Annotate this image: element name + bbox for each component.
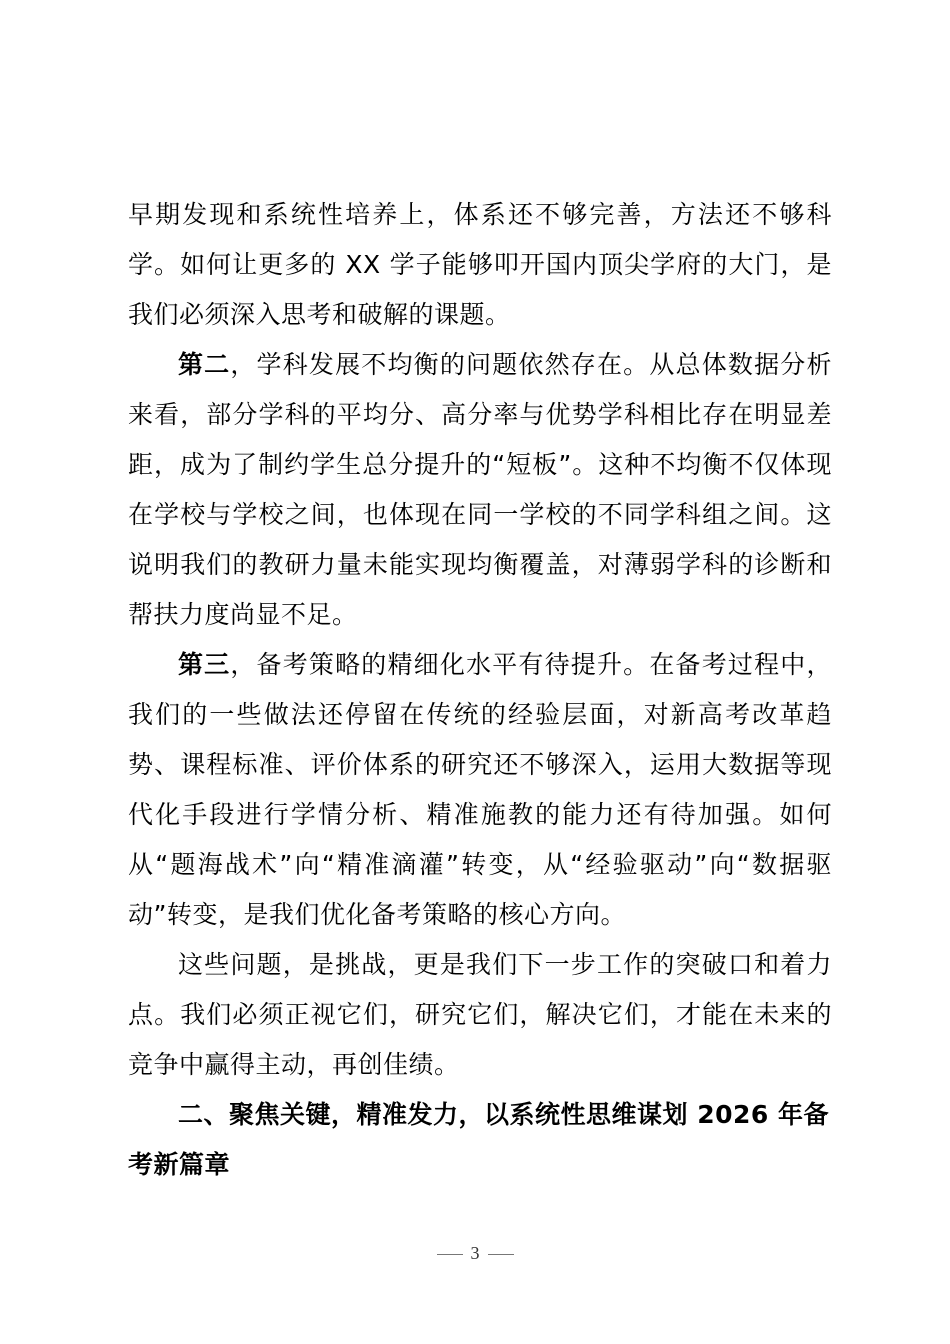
dash-decoration <box>437 1254 463 1255</box>
page-footer <box>0 1243 950 1264</box>
paragraph-third-point <box>128 640 832 940</box>
paragraph-body: ，学科发展不均衡的问题依然存在。从总体数据分析来看，部分学科的平均分、高分率与优势学科相比存在明显差距，成为了制约学生总分提升的“短板”。这种不均衡不仅体现在学校与学校之间，也体现在同一学校的不同学科组之间。这说明我们的教研力量未能实现均衡覆盖，对薄弱学科的诊断和帮扶力度尚显不足。 <box>128 350 832 629</box>
paragraph-lead-bold: 第二 <box>178 350 231 379</box>
paragraph-lead-bold: 第三 <box>178 650 231 679</box>
paragraph-body: ，备考策略的精细化水平有待提升。在备考过程中，我们的一些做法还停留在传统的经验层面，对新高考改革趋势、课程标准、评价体系的研究还不够深入，运用大数据等现代化手段进行学情分析、精准施教的能力还有待加强。如何从“题海战术”向“精准滴灌”转变，从“经验驱动”向“数据驱动”转变，是我们优化备考策略的核心方向。 <box>128 650 832 929</box>
dash-decoration <box>488 1254 514 1255</box>
document-page <box>128 190 832 1190</box>
paragraph-continuation: 早期发现和系统性培养上，体系还不够完善，方法还不够科学。如何让更多的 XX 学子能够叩开国内顶尖学府的大门，是我们必须深入思考和破解的课题。 <box>128 200 832 329</box>
paragraph-second-point <box>128 340 832 640</box>
section-heading: 二、聚焦关键，精准发力，以系统性思维谋划 2026 年备考新篇章 <box>128 1100 829 1179</box>
paragraph-summary: 这些问题，是挑战，更是我们下一步工作的突破口和着力点。我们必须正视它们，研究它们，解决它们，才能在未来的竞争中赢得主动，再创佳绩。 <box>128 950 832 1079</box>
page-number: 3 <box>470 1243 480 1263</box>
